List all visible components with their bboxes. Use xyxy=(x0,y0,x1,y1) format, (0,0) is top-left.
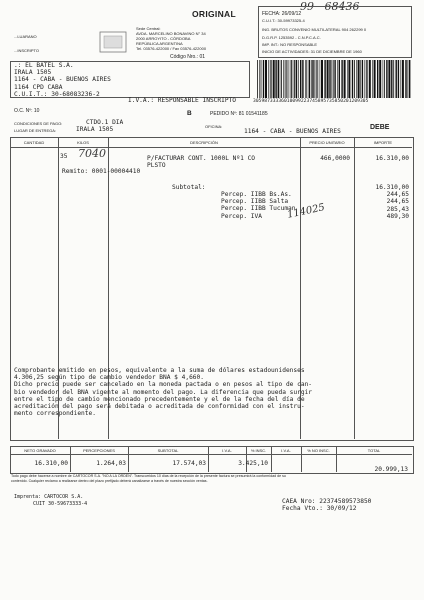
totals-header-neto: NETO GRAVADO xyxy=(24,448,56,453)
company-line: AVDA. MARCELINO BONAVINO N° 34 xyxy=(136,31,206,36)
barcode-bar xyxy=(324,60,325,98)
subtotal-label: Subtotal: xyxy=(172,184,206,191)
barcode-bar xyxy=(367,60,368,98)
barcode-bar xyxy=(285,60,286,98)
barcode-bar xyxy=(309,60,310,98)
item-kilos-handwritten: 7040 xyxy=(78,147,106,160)
col-header-cantidad: CANTIDAD xyxy=(23,140,45,145)
customer-address-3: 1164 CPD CABA xyxy=(14,83,63,91)
customer-cuit: C.U.I.T.: 30-68083236-2 xyxy=(14,90,100,98)
barcode-bar xyxy=(396,60,397,98)
activity-start: INICIO DE ACTIVIDADES: 31 DE DICIEMBRE DE 1960 xyxy=(262,49,362,54)
legend-line: Comprobante emitido en pesos, equivalente a la suma de dólares estadounidenses xyxy=(14,367,305,374)
barcode-bar xyxy=(271,60,272,98)
iibb-number: ING. BRUTOS CONVENIO MULTILATERAL 904 262299 0 xyxy=(262,27,367,32)
printer-cuit: CUIT 30-59673333-4 xyxy=(33,501,88,507)
barcode-bar xyxy=(348,60,350,98)
totals-header-percepciones: PERCEPCIONES xyxy=(83,448,115,453)
barcode-bar xyxy=(366,60,367,98)
barcode-bar xyxy=(379,60,381,98)
office-label: OFICINA: xyxy=(205,124,223,129)
barcode-bar xyxy=(317,60,318,98)
barcode-bar xyxy=(257,60,258,98)
barcode-bar xyxy=(360,60,361,98)
barcode-bar xyxy=(312,60,313,98)
barcode-bar xyxy=(315,60,316,98)
customer-iva-status: I.V.A.: RESPONSABLE INSCRIPTO xyxy=(128,97,237,104)
totals-header-subtotal: SUBTOTAL xyxy=(157,448,179,453)
office-value: 1164 - CABA - BUENOS AIRES xyxy=(244,128,341,135)
totals-total-value: 20.999,13 xyxy=(374,466,408,473)
legend-line: bio vendedor del BNA vigente al momento del pago. La diferencia que pueda surgir xyxy=(14,388,313,396)
totals-header-total: TOTAL xyxy=(367,448,381,453)
totals-header-iva-2: I.V.A. xyxy=(281,448,291,453)
barcode-bar xyxy=(362,60,363,98)
col-header-descripcion: DESCRIPCIÓN xyxy=(190,140,218,145)
cae-due-date: Fecha Vto.: 30/09/12 xyxy=(282,505,357,512)
company-info xyxy=(136,26,246,51)
delivery-place-label: LUGAR DE ENTREGA: xyxy=(14,128,57,133)
barcode-bar xyxy=(290,60,291,98)
payment-conditions-value: CTDO.1 DIA xyxy=(86,119,124,126)
barcode-bar xyxy=(352,60,353,98)
barcode-bar xyxy=(374,60,376,98)
barcode-bar xyxy=(334,60,335,98)
totals-header-pct-insc: % INSC. xyxy=(250,448,267,453)
currency-legend xyxy=(14,367,410,417)
barcode-bar xyxy=(311,60,312,98)
customer-address-1: IRALA 1505 xyxy=(14,69,52,77)
barcode-bar xyxy=(354,60,355,98)
legend-line: Dicho precio puede ser cancelado en la moneda pactada o en pesos al tipo de can- xyxy=(14,381,313,389)
oc-number: O.C. Nº: 10 xyxy=(14,108,40,114)
barcode-bar xyxy=(316,60,317,98)
barcode-bar xyxy=(393,60,394,98)
barcode-bar xyxy=(278,60,279,98)
invoice-letter: B xyxy=(187,110,192,117)
barcode-bar xyxy=(293,60,294,98)
barcode-bar xyxy=(275,60,276,98)
legend-line: mento correspondiente. xyxy=(14,410,96,418)
barcode-bar xyxy=(320,60,321,98)
perception-value: 285,43 xyxy=(386,205,409,213)
delivery-place-value: IRALA 1505 xyxy=(76,126,114,133)
totals-neto-value: 16.310,00 xyxy=(34,460,68,467)
remito-number: Remito: 0001-00004410 xyxy=(62,168,141,175)
barcode-bar xyxy=(286,60,287,98)
legend-line: entre el tipo de cambio mencionado precedentemente y el de la fecha del día de xyxy=(14,395,305,403)
barcode-bar xyxy=(329,60,330,98)
perception-value: 244,65 xyxy=(386,198,409,206)
subtotal-value: 16.310,00 xyxy=(375,184,409,191)
barcode-bar xyxy=(391,60,392,98)
barcode-bar xyxy=(332,60,333,98)
barcode-bar xyxy=(408,60,409,98)
col-header-precio-unitario: PRECIO UNITARIO xyxy=(309,140,345,145)
internal-tax-status: IMP. INT.: NO RESPONSABLE xyxy=(262,42,318,47)
barcode-bar xyxy=(281,60,282,98)
totals-header-iva: I.V.A. xyxy=(222,448,232,453)
barcode-number: 30598733336010099223745895735850201209305 xyxy=(253,99,369,104)
barcode-bar xyxy=(296,60,297,98)
barcode-bar xyxy=(383,60,384,98)
totals-subtotal-value: 17.574,03 xyxy=(172,460,206,467)
printer-name: Imprenta: CARTOCOR S.A. xyxy=(14,494,84,500)
totals-iva-value: 3.425,10 xyxy=(238,460,268,467)
legend-line: acreditación del pago será debitada o acreditada de conformidad con el instru- xyxy=(14,403,305,411)
barcode-bar xyxy=(305,60,306,98)
perceptions-labels xyxy=(221,191,296,220)
cae-number: CAEA Nro: 22374589573850 xyxy=(282,498,372,505)
barcode-bar xyxy=(298,60,299,98)
item-quantity: 35 xyxy=(60,153,68,160)
barcode-bar xyxy=(377,60,378,98)
barcode-bar xyxy=(263,60,264,98)
issuer-cuit: C.U.I.T.: 30-59973325-4 xyxy=(262,18,305,23)
item-amount: 16.310,00 xyxy=(375,155,409,162)
item-description-2: PLSTO xyxy=(147,162,166,169)
customer-address-2: 1164 - CABA - BUENOS AIRES xyxy=(14,76,111,84)
barcode-bar xyxy=(341,60,342,98)
barcode-bar xyxy=(347,60,348,98)
barcode-bar xyxy=(337,60,338,98)
dgrp-number: D.G.R.P. 1253592 - C.N.P.C.A.C. xyxy=(262,35,321,40)
barcode-bar xyxy=(270,60,271,98)
barcode-bar xyxy=(283,60,284,98)
customer-name: .: EL BATEL S.A. xyxy=(14,62,74,69)
company-logo xyxy=(98,28,130,56)
barcode-bar xyxy=(273,60,275,98)
barcode-bar xyxy=(409,60,410,98)
payment-conditions-label: CONDICIONES DE PAGO: xyxy=(14,121,63,126)
subtotal-amounts xyxy=(354,184,409,220)
handwritten-top-number: 99 68436 xyxy=(300,0,360,13)
totals-header-pct-no-insc: % NO INSC. xyxy=(307,448,330,453)
barcode-bar xyxy=(339,60,340,98)
barcode-bar xyxy=(306,60,307,98)
footer-note-1: Todo pago debe hacerse a nombre de CARTOCOR S.A. "NO A LA ORDEN". Transcurridos 10 días de la recepción de la presente factura se presumirá la conformidad de su xyxy=(11,474,286,478)
codigo-nro: Código Nro.: 01 xyxy=(170,54,206,60)
barcode-bar xyxy=(401,60,402,98)
perception-label: Percep. IIBB Tucuman xyxy=(221,205,296,213)
handwritten-annotation: 114025 xyxy=(286,202,326,221)
barcode-bar xyxy=(261,60,262,98)
barcode-bar xyxy=(302,60,303,98)
customer-info xyxy=(14,62,111,98)
barcode-bar xyxy=(259,60,260,98)
barcode-bar xyxy=(288,60,289,98)
perception-label: Percep. IIBB Bs.As. xyxy=(221,191,292,198)
barcode-bar xyxy=(405,60,406,98)
footer-note-2: contenido. Cualquier reclamo a realizarse dentro del plazo prefijado deberá canalizarse a través de nuestra sección ventas. xyxy=(11,479,208,483)
perception-value: 489,30 xyxy=(386,212,409,220)
left-fragment-1: ...LUARANO xyxy=(14,34,37,39)
left-fragment-2: ...INSCRIPTO xyxy=(14,48,40,53)
company-line: Tel. 03576-422000 / Fax 03576-422000 xyxy=(136,46,207,51)
barcode-bar xyxy=(365,60,366,98)
fecha: FECHA: 26/09/12 xyxy=(262,11,302,17)
company-line: 2000 ARROYITO - CÓRDOBA xyxy=(136,36,191,41)
barcode-bar xyxy=(398,60,399,98)
barcode-bar xyxy=(344,60,346,98)
barcode-bar xyxy=(291,60,292,98)
perception-label: Percep. IVA xyxy=(221,212,262,220)
pedido-number: PEDIDO Nº: 81 01541185 xyxy=(210,111,268,117)
item-description-1: P/FACTURAR CONT. 1000L Nº1 CO xyxy=(147,155,256,162)
perception-label: Percep. IIBB Salta xyxy=(221,198,289,206)
barcode-bar xyxy=(402,60,404,98)
barcode-bar xyxy=(294,60,295,98)
barcode-bar xyxy=(268,60,269,98)
barcode-bar xyxy=(280,60,281,98)
company-line: REPÚBLICA ARGENTINA xyxy=(136,41,183,46)
col-header-importe: IMPORTE xyxy=(373,140,393,145)
company-line: Sede Central: xyxy=(136,26,161,31)
col-header-kilos: KILOS xyxy=(77,140,89,145)
totals-percepciones-value: 1.264,03 xyxy=(96,460,126,467)
barcode-bar xyxy=(384,60,385,98)
barcode-bar xyxy=(265,60,267,98)
barcode-bar xyxy=(372,60,373,98)
barcode-bar xyxy=(321,60,323,98)
barcode-bar xyxy=(327,60,329,98)
barcode-bar xyxy=(333,60,334,98)
barcode-bar xyxy=(300,60,301,98)
barcode-bar xyxy=(388,60,390,98)
perception-value: 244,65 xyxy=(386,191,409,199)
barcode-bar xyxy=(369,60,371,98)
item-unit-price: 466,0000 xyxy=(320,155,350,162)
legend-line: 4.306,25 según tipo de cambio vendedor BNA $ 4,660. xyxy=(14,374,204,382)
barcode xyxy=(255,60,413,98)
copy-label: ORIGINAL xyxy=(192,9,236,19)
barcode-bar xyxy=(356,60,357,98)
barcode-bar xyxy=(386,60,387,98)
debe-label: DEBE xyxy=(370,124,390,131)
barcode-bar xyxy=(358,60,360,98)
